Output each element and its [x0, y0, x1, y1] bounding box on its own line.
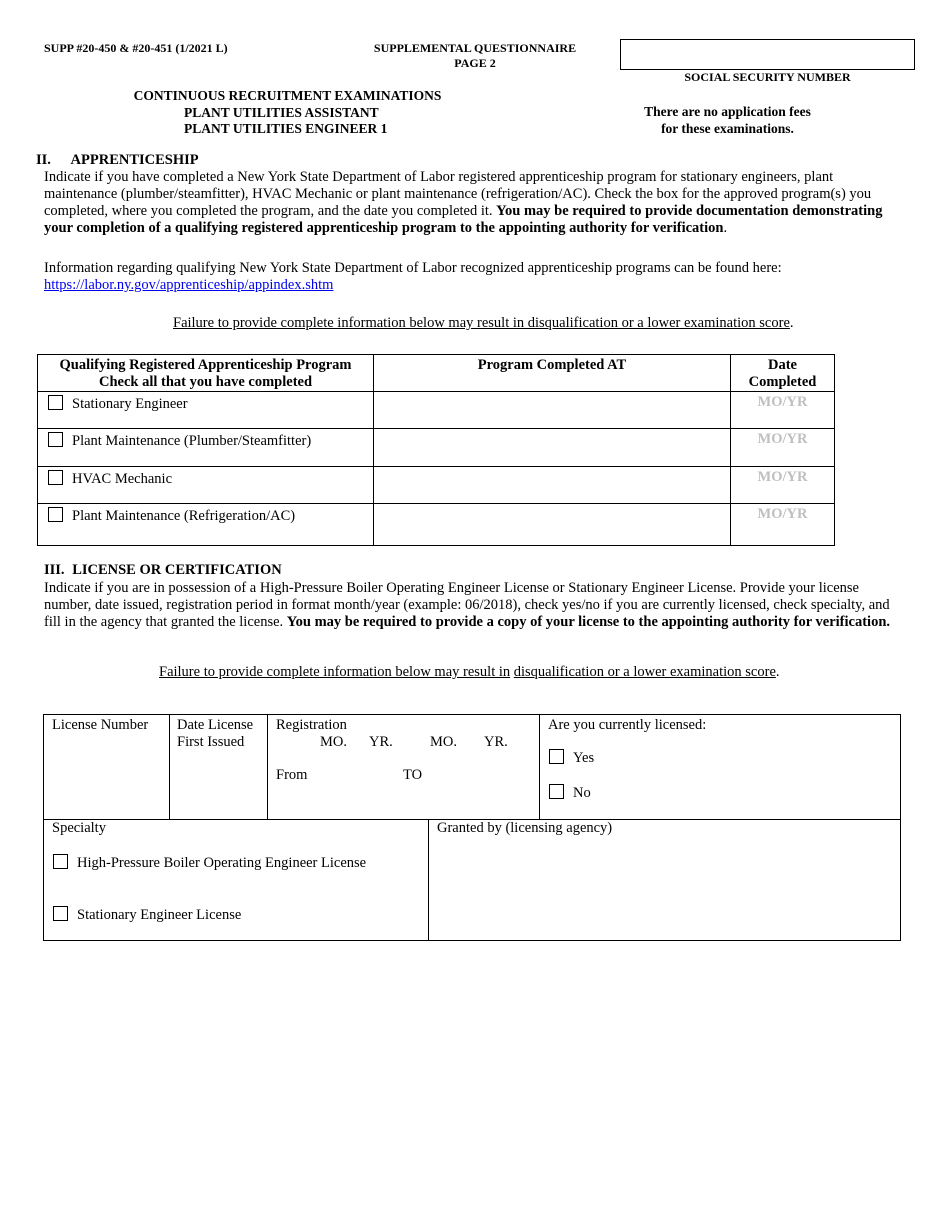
high-pressure-boiler-checkbox[interactable]: [53, 854, 68, 869]
table-header-row: [38, 355, 835, 392]
apprenticeship-table: [37, 354, 835, 546]
form-id: SUPP #20-450 & #20-451 (1/2021 L): [44, 41, 228, 55]
registration-cell[interactable]: [268, 715, 540, 820]
date-placeholder: MO/YR: [757, 431, 808, 447]
license-table-bottom: [43, 819, 901, 941]
completed-at-input[interactable]: [374, 392, 731, 429]
page-number: PAGE 2: [454, 56, 496, 70]
program-label: Stationary Engineer: [72, 396, 188, 412]
date-completed-input[interactable]: [731, 504, 835, 546]
date-header-line-2: Completed: [748, 374, 817, 390]
table-row: [38, 392, 835, 429]
exam-line-2: PLANT UTILITIES ASSISTANT: [184, 104, 379, 120]
completed-at-header-text: Program Completed AT: [477, 357, 627, 373]
license-instructions-text: Indicate if you are in possession of a High-Pressure Boiler Operating Engineer License or Stationary Engineer License. Provide your license number, date issued, registration period in format month/year (example: 06/2018), check yes/no if you are currently licensed, check specialty, and fill in the agency that granted the license.: [44, 580, 890, 630]
section-3-warning: [159, 664, 780, 681]
exam-line-1: CONTINUOUS RECRUITMENT EXAMINATIONS: [133, 88, 442, 103]
instructions-text: Indicate if you have completed a New York State Department of Labor registered apprenticeship program for stationary engineers, plant maintenance (plumber/steamfitter), HVAC Mechanic or plant maintenance (refrigeration/AC). Check the box for the approved program(s) you completed, where you completed the program, and the date you completed it.: [44, 169, 872, 219]
fees-line-1: There are no application fees: [644, 104, 811, 119]
ssn-input[interactable]: [620, 39, 915, 70]
warning-end: .: [775, 664, 780, 680]
date-issued-line-2: First Issued: [177, 734, 245, 750]
license-number-label: License Number: [52, 717, 149, 733]
program-column-header: [38, 355, 374, 392]
date-placeholder: MO/YR: [757, 394, 808, 410]
section-3-heading: [44, 562, 282, 579]
program-cell: [38, 429, 374, 467]
registration-label: Registration: [276, 717, 347, 733]
program-header-line-1: Qualifying Registered Apprenticeship Program: [59, 357, 352, 373]
program-cell: [38, 392, 374, 429]
apprenticeship-info: [44, 260, 906, 294]
fees-notice: [610, 104, 845, 137]
date-completed-input[interactable]: [731, 429, 835, 467]
date-first-issued-input[interactable]: [170, 715, 268, 820]
program-label: Plant Maintenance (Refrigeration/AC): [72, 508, 296, 524]
warning-text: Failure to provide complete information below may result in disqualification or a lower examination score: [173, 315, 790, 331]
instructions-end: .: [723, 220, 728, 236]
date-issued-line-1: Date License: [177, 717, 254, 733]
exam-line-3: PLANT UTILITIES ENGINEER 1: [184, 121, 388, 136]
specialty-label: Specialty: [52, 820, 106, 836]
from-label: From: [276, 767, 308, 783]
section-2-instructions: [44, 169, 906, 237]
section-3-instructions: [44, 580, 906, 631]
licensed-no-checkbox[interactable]: [549, 784, 564, 799]
section-2-number: II.: [36, 152, 51, 168]
to-month-label: MO.: [430, 734, 457, 750]
stationary-engineer-license-checkbox[interactable]: [53, 906, 68, 921]
date-header-line-1: Date: [768, 357, 797, 373]
program-label: Plant Maintenance (Plumber/Steamfitter): [72, 433, 312, 449]
completed-at-input[interactable]: [374, 467, 731, 504]
granted-by-label: Granted by (licensing agency): [437, 820, 613, 836]
section-3-title: LICENSE OR CERTIFICATION: [72, 562, 282, 578]
specialty-cell: [44, 819, 429, 940]
section-3-number: III.: [44, 562, 65, 578]
specialty-option-2-label: Stationary Engineer License: [77, 907, 242, 923]
license-table-top: [43, 714, 901, 820]
license-number-input[interactable]: [44, 715, 170, 820]
license-instructions-bold-text: You may be required to provide a copy of your license to the appointing authority for verification.: [286, 614, 891, 630]
date-completed-input[interactable]: [731, 392, 835, 429]
questionnaire-title: [355, 41, 595, 71]
to-label: TO: [403, 767, 423, 783]
completed-at-input[interactable]: [374, 504, 731, 546]
specialty-option-1-label: High-Pressure Boiler Operating Engineer License: [77, 855, 367, 871]
refrigeration-ac-checkbox[interactable]: [48, 507, 63, 522]
instructions-bold-text: You may be required to provide documentation demonstrating your completion of a qualifying registered apprenticeship program to the appointing authority for verification: [44, 203, 883, 236]
ssn-label: SOCIAL SECURITY NUMBER: [684, 70, 851, 84]
date-column-header: [731, 355, 835, 392]
apprenticeship-link[interactable]: https://labor.ny.gov/apprenticeship/appindex.shtm: [44, 277, 334, 293]
date-placeholder: MO/YR: [757, 506, 808, 522]
program-label: HVAC Mechanic: [72, 471, 173, 487]
fees-line-2: for these examinations.: [661, 120, 794, 136]
program-cell: [38, 504, 374, 546]
exam-title: [100, 88, 475, 138]
yes-label: Yes: [573, 750, 595, 766]
table-row: [38, 504, 835, 546]
hvac-mechanic-checkbox[interactable]: [48, 470, 63, 485]
date-placeholder: MO/YR: [757, 469, 808, 485]
plumber-steamfitter-checkbox[interactable]: [48, 432, 63, 447]
program-cell: [38, 467, 374, 504]
section-2-warning: [173, 315, 794, 332]
table-row: [38, 429, 835, 467]
to-year-label: YR.: [484, 734, 508, 750]
stationary-engineer-checkbox[interactable]: [48, 395, 63, 410]
from-year-label: YR.: [369, 734, 393, 750]
title-line-1: SUPPLEMENTAL QUESTIONNAIRE: [373, 41, 577, 55]
section-2-title: APPRENTICESHIP: [70, 152, 199, 168]
currently-licensed-label: Are you currently licensed:: [548, 717, 707, 733]
license-row: [44, 715, 901, 820]
section-2-heading: [36, 152, 199, 169]
apprenticeship-info-text: Information regarding qualifying New York State Department of Labor recognized apprenticeship programs can be found here:: [44, 260, 782, 276]
currently-licensed-cell: [540, 715, 901, 820]
program-header-line-2: Check all that you have completed: [98, 374, 313, 390]
completed-at-input[interactable]: [374, 429, 731, 467]
licensed-yes-checkbox[interactable]: [549, 749, 564, 764]
table-row: [38, 467, 835, 504]
no-label: No: [573, 785, 591, 801]
completed-at-column-header: [374, 355, 731, 392]
warning-text-1: Failure to provide complete information below may result in: [159, 664, 511, 680]
date-completed-input[interactable]: [731, 467, 835, 504]
warning-end: .: [789, 315, 794, 331]
license-row: [44, 819, 901, 940]
warning-text-2: disqualification or a lower examination score: [513, 664, 776, 680]
granted-by-input[interactable]: [429, 819, 901, 940]
from-month-label: MO.: [320, 734, 347, 750]
